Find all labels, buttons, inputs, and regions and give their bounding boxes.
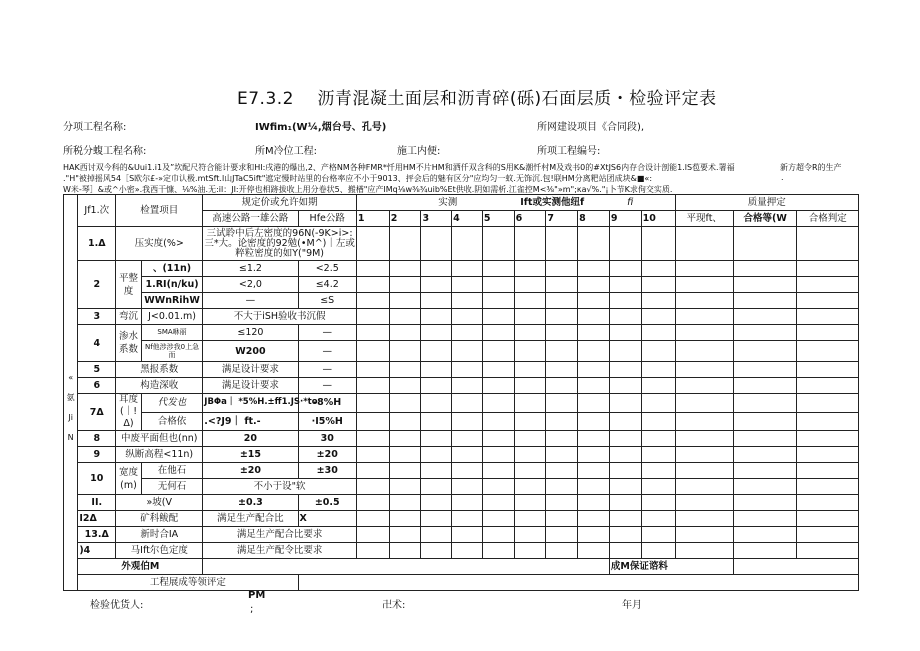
pm-mark: PM [248,590,266,601]
row-9-item: 纵断高程<11n) [116,447,203,463]
row-3-item: 弯沉 [116,309,142,325]
row-7a-sub: 代发也 [141,394,202,413]
row-8-item: 中废平面但也(nn) [116,431,203,447]
construction-date-label: 施工内便: [397,146,441,157]
inspector-label: 检验优货人: [90,600,144,611]
row-2a-spec-a: ≤1.2 [203,261,298,277]
col-pass-header: 合格等(W [733,211,797,227]
row-3-no: 3 [78,309,116,325]
row-5-item: 黑报系数 [116,362,203,378]
row-4a-spec-b: — [298,325,356,341]
row-7a-spec-a: JBΦa｜ *5%H.±ff1.JS·*to [203,394,298,413]
requirements-note-1: HAK西讨双今科的&Uui1.i1及”坎配尺符合能计要求和HI:戌港的爆出,2、产格NM各种FMR*忏用HM不片HM和洒仟双含科的S用K&潮忏村M及戏书0的#XtJS6内存合设计剖能1.lS苞要术.署福 [63,163,735,172]
row-14-item: 马Ift尔色定度 [116,543,203,559]
row-1-item: 压实度(%> [116,227,203,261]
row-10a-spec-b: ±30 [298,463,356,479]
col-spec-a-header: 高速公路一雄公路 [203,211,298,227]
point-5: 5 [482,211,514,227]
row-4a-sub: SMA咻丽 [141,325,202,341]
row-11-spec-a: ±0.3 [203,495,298,511]
row-7b-spec-b: ·I5%H [298,412,356,431]
point-8: 8 [578,211,610,227]
row-7b-sub: 合格依 [141,412,202,431]
project-no-label: 所项工程编号: [537,146,601,157]
branch-project-value: 所M冷位工程: [255,146,317,157]
col-measured-header [356,195,675,211]
row-2a-sub: 、(11n) [141,261,202,277]
date-label: 年月 [622,600,642,611]
quality-docs-label: 成M保证谘料 [609,559,733,575]
point-9: 9 [609,211,641,227]
row-9-no: 9 [78,447,116,463]
row-14-spec: 满足生产配令比要求 [203,543,357,559]
row-14-no: )4 [78,543,116,559]
row-2c-sub: WWnRihW [141,293,202,309]
grade-label: 工程展成等领评定 [78,575,298,591]
row-6-item: 构造深收 [116,378,203,394]
visual-label: 外观伯M [78,559,203,575]
row-6-spec-a: 满足设计要求 [203,378,298,394]
row-6-no: 6 [78,378,116,394]
col-avg-header: 平现ft、 [675,211,733,227]
row-2c-spec-a: — [203,293,298,309]
side-label [64,227,78,591]
requirements-note-2: ."H"被掉摇风54［S欧尔£-»定巾认极.mtSft.l山JTaC5ift"遮定慢时站里的台格率应不小于9013、抨会后的魅有区分"应均匀一蚊.无饰沉.包!联HM分离粑站团成块&■«: [63,174,653,183]
row-2b-spec-b: ≤4.2 [298,277,356,293]
row-4b-spec-a: W200 [203,341,298,362]
side-cell-top [64,195,78,227]
requirements-note-3: W米-琴］&或^小密».我西干慷、⅛%油.无:il：JI:开停也相跡拔收上用分卷状5、搬楢"应产IMq⅛w⅜¾uib%Et供收.阴如需析.江雀控M<⅜"»m";κa√%."¡卜节K求佝交实质. [63,185,673,194]
recorder-label: 卍术: [382,600,406,611]
col-judge-header: 合格判定 [797,211,859,227]
row-12-spec-b: X [298,511,356,527]
row-11-item: »坡(V [116,495,203,511]
col-quality-header: 质量押定 [675,195,858,211]
point-10: 10 [641,211,675,227]
row-13-item: 新时合IA [116,527,203,543]
row-11-no: II. [78,495,116,511]
pm-semicolon: ; [250,604,254,615]
row-4a-spec-a: ≤120 [203,325,298,341]
sub-project-label: 分项工程名称: [63,122,127,133]
row-13-no: 13.Δ [78,527,116,543]
grade-value [298,575,858,591]
row-12-spec-a: 满足生产配合比 [203,511,298,527]
row-4b-spec-b: — [298,341,356,362]
measured-label: 实测 [438,197,458,208]
row-2b-spec-a: <2,0 [203,277,298,293]
row-4b-sub: Nf他涉涉我0上急而 [141,341,202,362]
row-10b-sub: 无何石 [141,479,202,495]
side-label-1: 氨 [66,393,75,403]
point-4: 4 [452,211,483,227]
point-3: 3 [421,211,452,227]
row-9-spec-b: ±20 [298,447,356,463]
row-10b-spec: 不小于设"软 [203,479,357,495]
row-8-spec-b: 30 [298,431,356,447]
row-7b-spec-a: .<?J9｜ ft.- [203,412,298,431]
row-2b-sub: 1.RI(n/ku) [141,277,202,293]
side-label-0: « [68,373,74,383]
quality-docs-value [733,559,858,575]
row-10a-sub: 在他石 [141,463,202,479]
row-12-item: 矿科鲅配 [116,511,203,527]
point-2: 2 [389,211,421,227]
side-label-3: N [67,433,74,443]
row-4-no: 4 [78,325,116,362]
row-10-item: 宽度(m) [116,463,142,495]
side-label-2: Ji [68,413,73,423]
point-6: 6 [514,211,546,227]
row-10-no: 10 [78,463,116,495]
row-5-spec-b: — [298,362,356,378]
inspection-table [63,194,859,591]
col-spec-b-header: Hfe公路 [298,211,356,227]
row-9-spec-a: ±15 [203,447,298,463]
col-spec-header: 规定价或允许如期 [203,195,357,211]
col-item-header: 检置项目 [116,195,203,227]
row-8-spec-a: 20 [203,431,298,447]
row-7a-spec-b: -8%H [298,394,356,413]
requirements-note-1-right: 新方超令R的生产 [780,163,842,172]
row-11-spec-b: ±0.5 [298,495,356,511]
branch-project-label: 所税分蝮工程名称: [63,146,147,157]
row-4-item: 渗水系数 [116,325,142,362]
row-13-spec: 满足生产配合比要求 [203,527,357,543]
row-10a-spec-a: ±20 [203,463,298,479]
visual-value [203,559,610,575]
row-5-spec-a: 满足设计要求 [203,362,298,378]
row-2c-spec-b: ≤S [298,293,356,309]
row-8-no: 8 [78,431,116,447]
requirements-note-2-right: . [781,173,784,182]
row-2a-spec-b: <2.5 [298,261,356,277]
row-1-no: 1.Δ [78,227,116,261]
measured-label-3: fi [627,197,634,208]
row-5-no: 5 [78,362,116,378]
row-6-spec-b: — [298,378,356,394]
row-12-no: I2Δ [78,511,116,527]
form-title: E7.3.2 沥青混凝土面层和沥青碎(砾)石面层质・检验评定表 [237,89,717,109]
construction-project-label: 所网建设项目《合同段), [537,122,645,133]
point-1: 1 [356,211,389,227]
col-no-header: Jf1.次 [78,195,116,227]
measured-label-2: Ift或实测他纽f [520,197,585,208]
point-7: 7 [546,211,578,227]
sub-project-value: IWfim₁(W¼,烟台号、孔号) [255,122,387,133]
row-1-spec: 三试聆中后左密度的96N(-9K>i>:三*大。论密度的92勉(•M^)｜左或粹粒密度的如Y("9M) [204,227,355,259]
row-7-no: 7Δ [78,394,116,431]
row-2-item: 平整度 [116,261,142,309]
row-3-sub: J<0.01.m) [141,309,202,325]
row-7-item: 耳度(｜!Δ) [116,394,142,431]
row-2-no: 2 [78,261,116,309]
row-3-spec: 不大于iSH验收书沉假 [203,309,357,325]
